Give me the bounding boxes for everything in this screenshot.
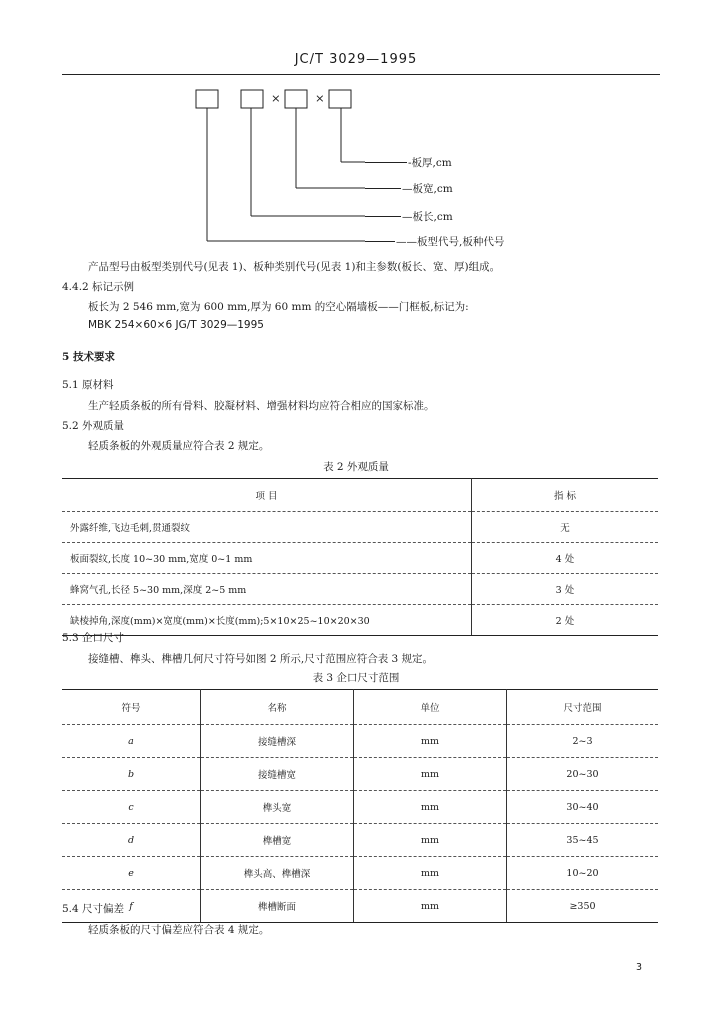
table-row	[62, 512, 658, 543]
table3	[62, 689, 658, 923]
table-row	[62, 791, 658, 824]
table2-header-row	[62, 479, 658, 512]
section-5-3-title: 5.3 企口尺寸	[62, 632, 125, 644]
table3-range: 35~45	[507, 824, 659, 857]
box-width	[285, 90, 307, 108]
table3-symbol: d	[62, 824, 201, 857]
table-row	[62, 824, 658, 857]
box-length	[241, 90, 263, 108]
table3-unit: mm	[354, 857, 507, 890]
header-rule	[62, 74, 660, 75]
table2-index: 2 处	[471, 605, 658, 636]
box-type-code	[196, 90, 218, 108]
label-type-code: ——板型代号,板种代号	[396, 236, 505, 248]
label-width: —板宽,cm	[402, 183, 453, 195]
table3-symbol: b	[62, 758, 201, 791]
page-number: 3	[636, 962, 643, 973]
table3-range: 20~30	[507, 758, 659, 791]
marking-example-text: 板长为 2 546 mm,宽为 600 mm,厚为 60 mm 的空心隔墙板——门框板,标记为:	[88, 301, 469, 313]
table3-name: 榫头高、榫槽深	[201, 857, 354, 890]
table-row	[62, 543, 658, 574]
table3-name: 榫槽宽	[201, 824, 354, 857]
table3-name: 接缝槽宽	[201, 758, 354, 791]
marking-diagram	[195, 84, 365, 252]
table-row	[62, 890, 658, 923]
table2-header-index: 指 标	[471, 479, 658, 512]
label-length: —板长,cm	[402, 211, 453, 223]
section-5-1-title: 5.1 原材料	[62, 379, 114, 391]
table3-symbol: a	[62, 725, 201, 758]
table2-index: 4 处	[471, 543, 658, 574]
times-sign-2: ×	[315, 91, 325, 105]
table-row	[62, 758, 658, 791]
table3-header-range: 尺寸范围	[507, 690, 659, 725]
table3-range: 10~20	[507, 857, 659, 890]
table3-unit: mm	[354, 890, 507, 923]
section-5-1-text: 生产轻质条板的所有骨料、胶凝材料、增强材料均应符合相应的国家标准。	[88, 400, 435, 412]
table3-unit: mm	[354, 758, 507, 791]
table3-header-name: 名称	[201, 690, 354, 725]
table-row	[62, 574, 658, 605]
times-sign-1: ×	[271, 91, 281, 105]
table3-name: 接缝槽深	[201, 725, 354, 758]
box-thickness	[329, 90, 351, 108]
table3-name: 榫槽断面	[201, 890, 354, 923]
section-5-3-text: 接缝槽、榫头、榫槽几何尺寸符号如图 2 所示,尺寸范围应符合表 3 规定。	[88, 653, 434, 665]
table3-unit: mm	[354, 791, 507, 824]
table-row	[62, 725, 658, 758]
section-4-4-2-title: 4.4.2 标记示例	[62, 281, 135, 293]
section-5-4-text: 轻质条板的尺寸偏差应符合表 4 规定。	[88, 924, 270, 936]
section-5-4-title: 5.4 尺寸偏差	[62, 903, 125, 915]
table3-header-row	[62, 690, 658, 725]
rule-thickness-ext	[365, 162, 407, 163]
table-row	[62, 857, 658, 890]
table3-range: 30~40	[507, 791, 659, 824]
marking-example-code: MBK 254×60×6 JG/T 3029—1995	[88, 319, 264, 331]
table3-caption: 表 3 企口尺寸范围	[312, 672, 400, 684]
table2-item: 蜂窝气孔,长径 5~30 mm,深度 2~5 mm	[62, 574, 471, 605]
section-5-2-text: 轻质条板的外观质量应符合表 2 规定。	[88, 440, 270, 452]
intro-text: 产品型号由板型类别代号(见表 1)、板种类别代号(见表 1)和主参数(板长、宽、厚)组成。	[88, 261, 501, 273]
table3-symbol: e	[62, 857, 201, 890]
document-code: JC/T 3029—1995	[294, 52, 418, 67]
table2-item: 板面裂纹,长度 10~30 mm,宽度 0~1 mm	[62, 543, 471, 574]
label-thickness: -板厚,cm	[408, 157, 452, 169]
table3-name: 榫头宽	[201, 791, 354, 824]
table3-unit: mm	[354, 725, 507, 758]
table2-index: 无	[471, 512, 658, 543]
table3-range: 2~3	[507, 725, 659, 758]
table2-item: 外露纤维,飞边毛刺,贯通裂纹	[62, 512, 471, 543]
table2-caption: 表 2 外观质量	[323, 461, 389, 473]
table3-symbol: c	[62, 791, 201, 824]
table2-index: 3 处	[471, 574, 658, 605]
table-row	[62, 605, 658, 636]
rule-type-code-ext	[365, 241, 395, 242]
table3-unit: mm	[354, 824, 507, 857]
rule-length-ext	[365, 216, 401, 217]
table2-item: 缺棱掉角,深度(mm)×宽度(mm)×长度(mm);5×10×25~10×20×30	[62, 605, 471, 636]
table2	[62, 478, 658, 636]
table3-header-unit: 单位	[354, 690, 507, 725]
table2-header-item: 项 目	[62, 479, 471, 512]
table3-range: ≥350	[507, 890, 659, 923]
table3-symbol: f	[62, 890, 201, 923]
rule-width-ext	[365, 188, 401, 189]
table3-header-symbol: 符号	[62, 690, 201, 725]
section-5-2-title: 5.2 外观质量	[62, 420, 125, 432]
section-5-title: 5 技术要求	[62, 351, 115, 363]
